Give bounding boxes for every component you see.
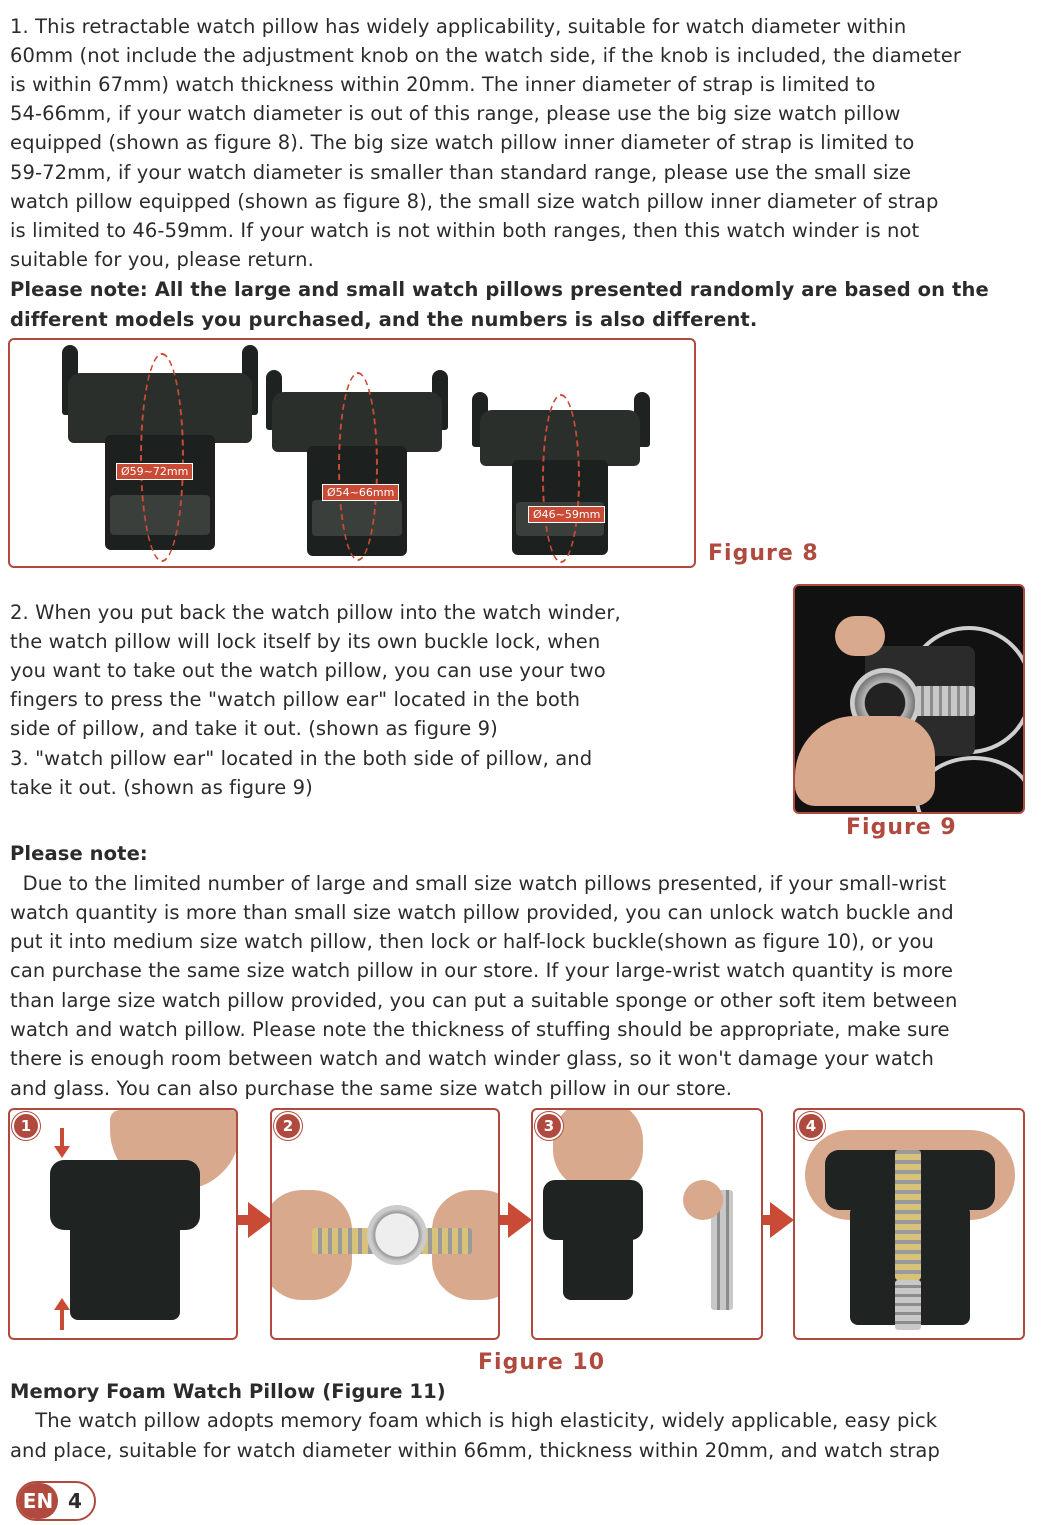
- text-line: 60mm (not include the adjustment knob on the watch side, if the knob is included, the diameter: [10, 44, 961, 67]
- text-line: 1. This retractable watch pillow has widely applicability, suitable for watch diameter within: [10, 15, 907, 38]
- text-line: is within 67mm) watch thickness within 20mm. The inner diameter of strap is limited to: [10, 73, 876, 96]
- small-watch-pillow: [466, 392, 656, 562]
- size-label: Ø54~66mm: [322, 484, 399, 501]
- text-line: than large size watch pillow provided, you can put a suitable sponge or other soft item between: [10, 989, 958, 1012]
- section-heading: Memory Foam Watch Pillow (Figure 11): [10, 1380, 446, 1403]
- arrow-right-icon: [770, 1202, 794, 1238]
- arrow-right-icon: [248, 1202, 272, 1238]
- step-2-image: [270, 1108, 500, 1340]
- note-line: different models you purchased, and the numbers is also different.: [10, 308, 758, 331]
- step-3-image: [531, 1108, 763, 1340]
- arrow-right-icon: [508, 1202, 532, 1238]
- step-number-badge: 3: [535, 1112, 563, 1140]
- text-line: you want to take out the watch pillow, you can use your two: [10, 659, 606, 682]
- language-label: EN: [18, 1483, 58, 1519]
- text-line: Due to the limited number of large and small size watch pillows presented, if your small-wrist: [10, 872, 947, 895]
- text-line: the watch pillow will lock itself by its own buckle lock, when: [10, 630, 601, 653]
- text-line: can purchase the same size watch pillow in our store. If your large-wrist watch quantity is more: [10, 959, 954, 982]
- text-line: and glass. You can also purchase the same size watch pillow in our store.: [10, 1077, 733, 1100]
- step-number-badge: 4: [797, 1112, 825, 1140]
- text-line: put it into medium size watch pillow, then lock or half-lock buckle(shown as figure 10), or you: [10, 930, 934, 953]
- figure-9-image: [793, 584, 1025, 814]
- step-4-image: [793, 1108, 1025, 1340]
- text-line: 3. "watch pillow ear" located in the both side of pillow, and: [10, 747, 593, 770]
- text-line: 54-66mm, if your watch diameter is out of this range, please use the big size watch pillow: [10, 102, 901, 125]
- note-line: Please note: All the large and small watch pillows presented randomly are based on the: [10, 278, 989, 301]
- figure-8-image: [8, 338, 696, 568]
- text-line: and place, suitable for watch diameter within 66mm, thickness within 20mm, and watch strap: [10, 1439, 940, 1462]
- text-line: is limited to 46-59mm. If your watch is not within both ranges, then this watch winder is not: [10, 219, 920, 242]
- figure-8-caption: Figure 8: [708, 541, 819, 566]
- text-line: fingers to press the "watch pillow ear" located in the both: [10, 688, 581, 711]
- size-label: Ø59~72mm: [116, 463, 193, 480]
- text-line: 59-72mm, if your watch diameter is smaller than standard range, please use the small size: [10, 161, 912, 184]
- step-number-badge: 2: [274, 1112, 302, 1140]
- text-line: there is enough room between watch and watch winder glass, so it won't damage your watch: [10, 1047, 934, 1070]
- large-watch-pillow: [60, 345, 260, 565]
- text-line: equipped (shown as figure 8). The big size watch pillow inner diameter of strap is limited to: [10, 131, 915, 154]
- figure-9-caption: Figure 9: [846, 815, 957, 840]
- text-line: The watch pillow adopts memory foam which is high elasticity, widely applicable, easy pick: [10, 1409, 938, 1432]
- text-line: watch pillow equipped (shown as figure 8), the small size watch pillow inner diameter of strap: [10, 190, 939, 213]
- medium-watch-pillow: [262, 370, 452, 560]
- text-line: watch quantity is more than small size watch pillow provided, you can unlock watch buckle and: [10, 901, 954, 924]
- text-line: take it out. (shown as figure 9): [10, 776, 313, 799]
- step-1-image: [8, 1108, 238, 1340]
- step-number-badge: 1: [12, 1112, 40, 1140]
- text-line: 2. When you put back the watch pillow into the watch winder,: [10, 601, 621, 624]
- page-number: 4: [68, 1489, 82, 1513]
- figure-10-caption: Figure 10: [478, 1350, 606, 1375]
- section-heading: Please note:: [10, 842, 148, 865]
- text-line: suitable for you, please return.: [10, 248, 314, 271]
- text-line: side of pillow, and take it out. (shown as figure 9): [10, 717, 498, 740]
- size-label: Ø46~59mm: [528, 506, 605, 523]
- text-line: watch and watch pillow. Please note the thickness of stuffing should be appropriate, make sure: [10, 1018, 950, 1041]
